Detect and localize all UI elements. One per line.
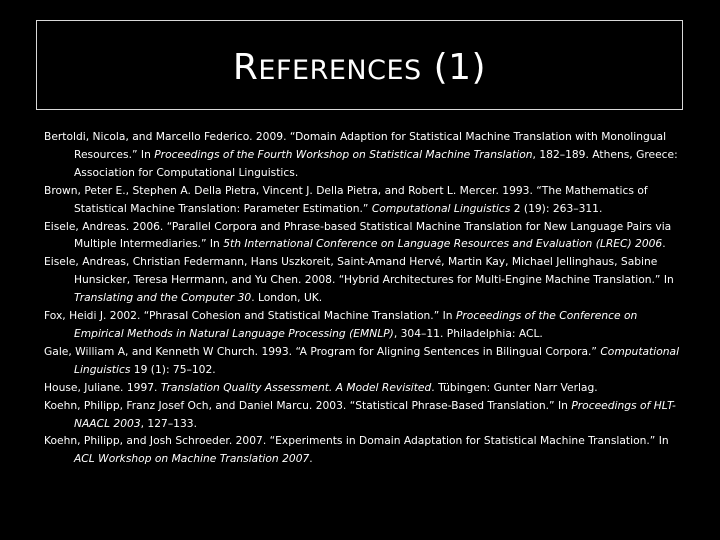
reference-item: Koehn, Philipp, and Josh Schroeder. 2007. “Experiments in Domain Adaptation for Statistical Machine Translation.” In ACL Workshop on Machine Translation 2007.	[44, 434, 669, 466]
title-box	[36, 20, 683, 110]
title-number: (1)	[421, 46, 487, 88]
reference-item: Eisele, Andreas. 2006. “Parallel Corpora and Phrase-based Statistical Machine Translation for New Language Pairs via Multiple Intermediaries.” In 5th International Conference on Language Resources and Evaluation (LREC) 2006.	[44, 219, 672, 251]
slide-title	[233, 43, 486, 88]
reference-item: House, Juliane. 1997. Translation Quality Assessment. A Model Revisited. Tübingen: Gunter Narr Verlag.	[44, 380, 598, 394]
reference-item: Fox, Heidi J. 2002. “Phrasal Cohesion and Statistical Machine Translation.” In Proceedings of the Conference on Empirical Methods in Natural Language Processing (EMNLP), 304–11. Philadelphia: ACL.	[44, 309, 638, 340]
title-smallcaps: EFERENCES	[258, 54, 422, 86]
reference-item: Gale, William A, and Kenneth W Church. 1993. “A Program for Aligning Sentences in Bilingual Corpora.” Computational Linguistics 19 (1): 75–102.	[44, 344, 680, 376]
reference-list	[44, 128, 680, 468]
reference-item: Brown, Peter E., Stephen A. Della Pietra, Vincent J. Della Pietra, and Robert L. Mercer. 1993. “The Mathematics of Statistical Machine Translation: Parameter Estimation.” Computational Linguistics 2 (19): 263–311.	[44, 183, 648, 215]
reference-item: Koehn, Philipp, Franz Josef Och, and Daniel Marcu. 2003. “Statistical Phrase-Based Translation.” In Proceedings of HLT-NAACL 2003, 127–133.	[44, 398, 676, 430]
title-initial: R	[232, 46, 259, 88]
reference-item: Bertoldi, Nicola, and Marcello Federico. 2009. “Domain Adaption for Statistical Machine Translation with Monolingual Resources.” In Proceedings of the Fourth Workshop on Statistical Machine Translation, 182–189. Athens, Greece: Association for Computational Linguistics.	[44, 130, 678, 179]
reference-item: Eisele, Andreas, Christian Federmann, Hans Uszkoreit, Saint-Amand Hervé, Martin Kay, Michael Jellinghaus, Sabine Hunsicker, Teresa Herrmann, and Yu Chen. 2008. “Hybrid Architectures for Multi-Engine Machine Translation.” In Translating and the Computer 30. London, UK.	[44, 255, 674, 305]
